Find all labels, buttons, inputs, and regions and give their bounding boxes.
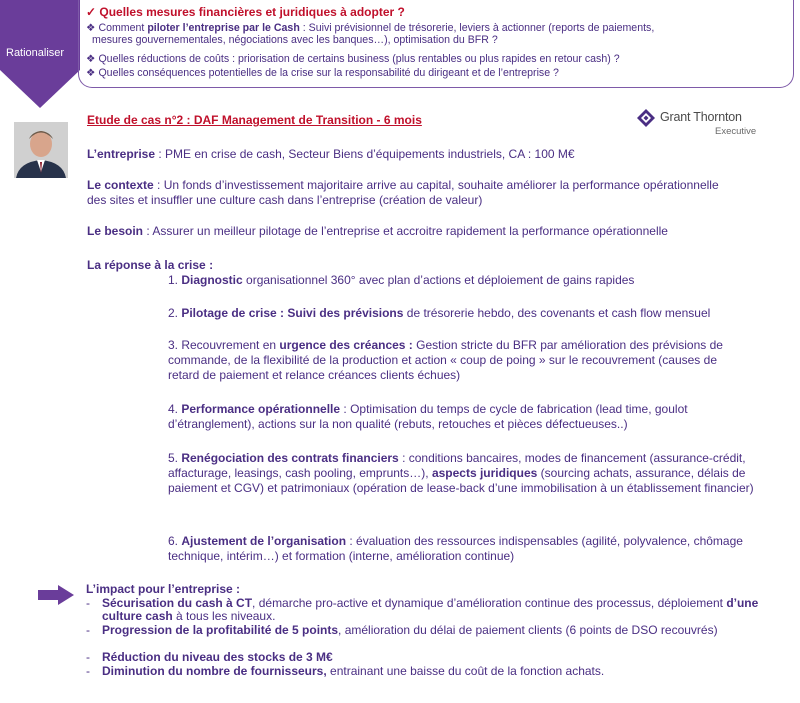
- logo-name: Grant Thornton: [660, 110, 742, 124]
- response-item-3: 3. Recouvrement en urgence des créances : Gestion stricte du BFR par amélioration des prévisions de commande, de la flexibilité de la production et action « coup de poing » sur le recouvrement (causes de retard de paiement et relance créances clients échues): [168, 338, 723, 382]
- main-question: ✓ Quelles mesures financières et juridiques à adopter ?: [86, 5, 405, 19]
- response-item-2: 2. Pilotage de crise : Suivi des prévisions de trésorerie hebdo, des covenants et cash flow mensuel: [168, 306, 711, 320]
- logo-subtitle: Executive: [715, 126, 757, 137]
- reponse-heading: La réponse à la crise :: [87, 258, 214, 272]
- impact-bullet-4: - Diminution du nombre de fournisseurs, entrainant une baisse du coût de la fonction achats.: [86, 664, 605, 678]
- response-item-6: 6. Ajustement de l’organisation : évaluation des ressources indispensables (agilité, polyvalence, chômage technique, intérim…) et formation (interne, amélioration continue): [168, 534, 743, 563]
- grant-thornton-logo-icon: [637, 109, 655, 127]
- response-item-1: 1. Diagnostic organisationnel 360° avec plan d’actions et déploiement de gains rapides: [168, 273, 635, 287]
- contexte-paragraph: Le contexte : Un fonds d’investissement majoritaire arrive au capital, souhaite améliorer la performance opérationnelle des sites et insuffler une culture cash dans l’entreprise (création de valeur): [87, 178, 719, 207]
- question-1: ❖ Comment piloter l’entreprise par le Cash : Suivi prévisionnel de trésorerie, leviers à actionner (reports de paiements, mesures gouvernementales, négociations avec les banques…), optimisation du BFR ?: [86, 22, 655, 46]
- response-item-5: 5. Renégociation des contrats financiers : conditions bancaires, modes de financement (assurance-crédit, affacturage, leasings, cash pooling, emprunts…), aspects juridiques (sourcing achats, assurance, délais de paiement et CGV) et patrimoniaux (opération de lease-back d’une immobilisation à un établissement financier): [168, 451, 754, 495]
- question-3: ❖ Quelles conséquences potentielles de la crise sur la responsabilité du dirigeant et de l’entreprise ?: [86, 67, 559, 79]
- impact-bullet-2: - Progression de la profitabilité de 5 points, amélioration du délai de paiement clients (6 points de DSO recouvrés): [86, 623, 718, 637]
- impact-title: L’impact pour l’entreprise :: [86, 582, 241, 596]
- person-photo: [14, 122, 68, 178]
- impact-bullet-3: - Réduction du niveau des stocks de 3 M€: [86, 650, 333, 664]
- impact-arrow-icon: [38, 585, 74, 605]
- case-study-title: Etude de cas n°2 : DAF Management de Transition - 6 mois: [87, 113, 422, 127]
- question-2: ❖ Quelles réductions de coûts : priorisation de certains business (plus rentables ou plus rapides en retour cash) ?: [86, 53, 620, 65]
- section-label: Rationaliser: [6, 47, 65, 59]
- impact-bullet-1: - Sécurisation du cash à CT, démarche pro-active et dynamique d’amélioration continue des processus, déploiement d’une culture cash à tous les niveaux.: [86, 596, 759, 623]
- response-item-4: 4. Performance opérationnelle : Optimisation du temps de cycle de fabrication (lead time, goulot d’étranglement), actions sur la non qualité (rebuts, retouches et pièces défectueuses..): [168, 402, 688, 431]
- entreprise-paragraph: L’entreprise : PME en crise de cash, Secteur Biens d’équipements industriels, CA : 100 M€: [87, 147, 575, 161]
- besoin-paragraph: Le besoin : Assurer un meilleur pilotage de l’entreprise et accroitre rapidement la performance opérationnelle: [87, 224, 668, 238]
